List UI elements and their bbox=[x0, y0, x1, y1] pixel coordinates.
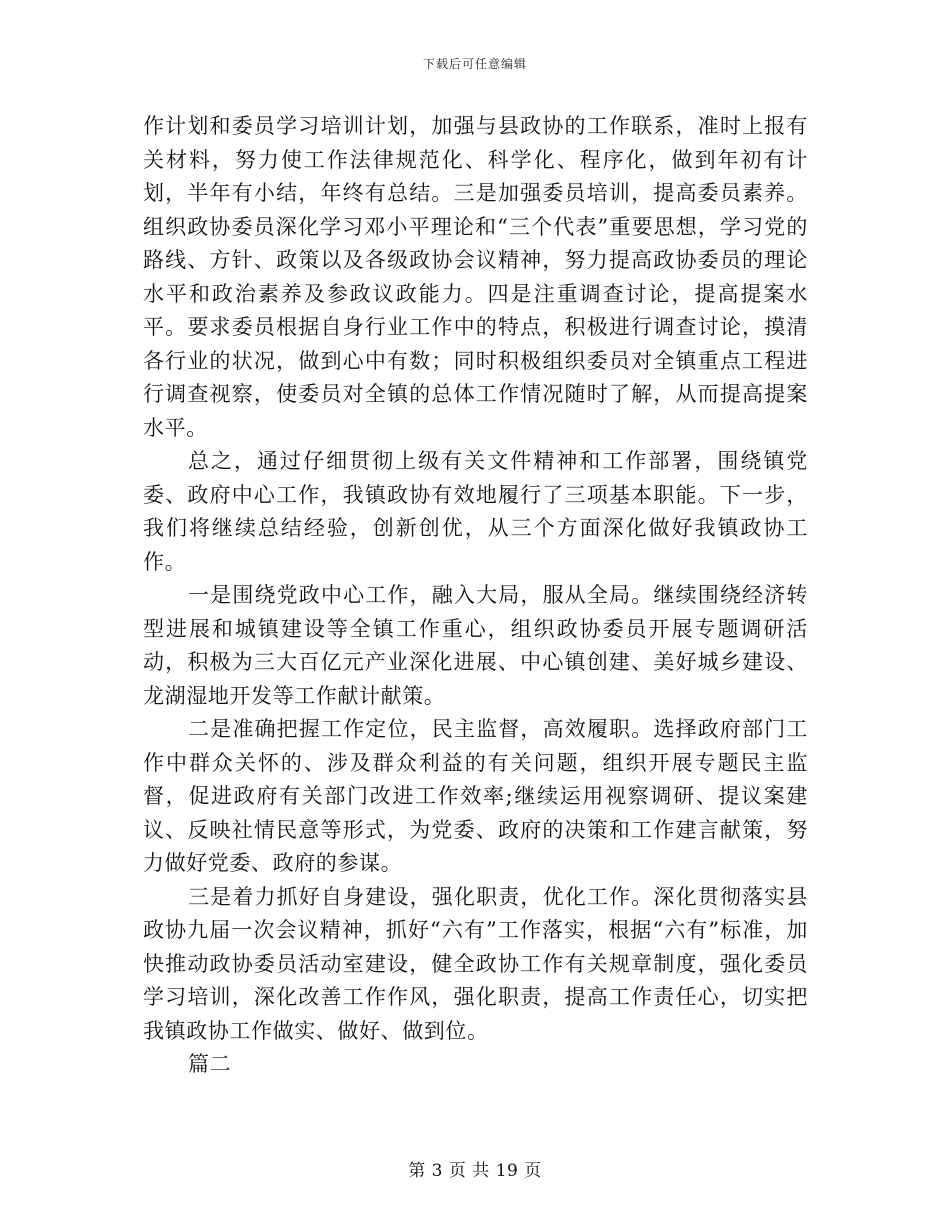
page-header: 下载后可任意编辑 bbox=[422, 57, 527, 71]
paragraph-point-two: 二是准确把握工作定位，民主监督，高效履职。选择政府部门工作中群众关怀的、涉及群众利益的有关问题，组织开展专题民主监督，促进政府有关部门改进工作效率;继续运用视察调研、提议案建议、反映社情民意等形式，为党委、政府的决策和工作建言献策，努力做好党委、政府的参谋。 bbox=[143, 717, 808, 875]
section-heading: 篇二 bbox=[188, 1052, 232, 1076]
paragraph-point-one: 一是围绕党政中心工作，融入大局，服从全局。继续围绕经济转型进展和城镇建设等全镇工作重心，组织政协委员开展专题调研活动，积极为三大百亿元产业深化进展、中心镇创建、美好城乡建设、龙湖湿地开发等工作献计献策。 bbox=[143, 583, 808, 708]
paragraph-point-three: 三是着力抓好自身建设，强化职责，优化工作。深化贯彻落实县政协九届一次会议精神，抓好“六有”工作落实，根据“六有”标准，加快推动政协委员活动室建设，健全政协工作有关规章制度，强化委员学习培训，深化改善工作作风，强化职责，提高工作责任心，切实把我镇政协工作做实、做好、做到位。 bbox=[143, 884, 808, 1043]
paragraph-continuation: 作计划和委员学习培训计划，加强与县政协的工作联系，准时上报有关材料，努力使工作法律规范化、科学化、程序化，做到年初有计划，半年有小结，年终有总结。三是加强委员培训，提高委员素养。组织政协委员深化学习邓小平理论和“三个代表”重要思想，学习党的路线、方针、政策以及各级政协会议精神，努力提高政协委员的理论水平和政治素养及参政议政能力。四是注重调查讨论，提高提案水平。要求委员根据自身行业工作中的特点，积极进行调查讨论，摸清各行业的状况，做到心中有数；同时积极组织委员对全镇重点工程进行调查视察，使委员对全镇的总体工作情况随时了解，从而提高提案水平。 bbox=[143, 114, 808, 440]
paragraph-summary: 总之，通过仔细贯彻上级有关文件精神和工作部署，围绕镇党委、政府中心工作，我镇政协有效地履行了三项基本职能。下一步，我们将继续总结经验，创新创优，从三个方面深化做好我镇政协工作。 bbox=[143, 449, 808, 574]
document-body bbox=[143, 110, 808, 1082]
page-number: 第 3 页 共 19 页 bbox=[408, 1161, 542, 1181]
